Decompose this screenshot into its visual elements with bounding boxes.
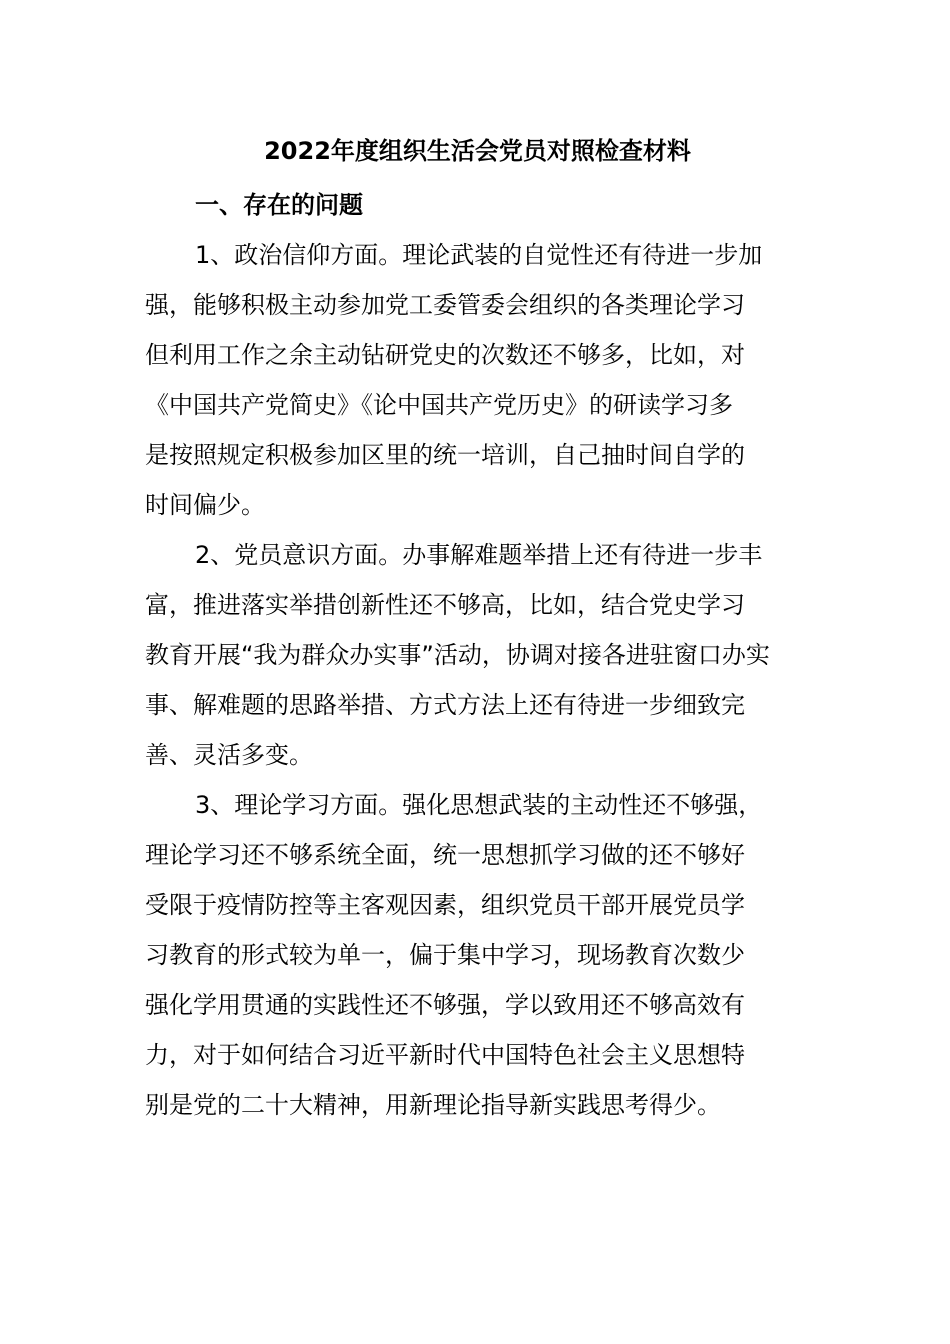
paragraph-list xyxy=(145,230,810,1130)
paragraph-line: 1、政治信仰方面。理论武装的自觉性还有待进一步加 xyxy=(195,241,763,269)
document-body xyxy=(145,130,810,1130)
paragraph-line: 受限于疫情防控等主客观因素，组织党员干部开展党员学 xyxy=(145,891,745,919)
paragraph-party-awareness xyxy=(145,530,810,780)
paragraph-line: 《中国共产党简史》《论中国共产党历史》的研读学习多 xyxy=(145,391,733,419)
paragraph-line: 习教育的形式较为单一，偏于集中学习，现场教育次数少 xyxy=(145,941,745,969)
paragraph-line: 力，对于如何结合习近平新时代中国特色社会主义思想特 xyxy=(145,1041,745,1069)
paragraph-theory-study xyxy=(145,780,810,1130)
paragraph-line: 事、解难题的思路举措、方式方法上还有待进一步细致完 xyxy=(145,691,745,719)
paragraph-line: 强，能够积极主动参加党工委管委会组织的各类理论学习 xyxy=(145,291,745,319)
paragraph-line: 善、灵活多变。 xyxy=(145,741,313,769)
section-heading-problems: 一、存在的问题 xyxy=(195,191,363,219)
paragraph-line: 2、党员意识方面。办事解难题举措上还有待进一步丰 xyxy=(195,541,763,569)
document-title: 2022年度组织生活会党员对照检查材料 xyxy=(264,137,691,165)
paragraph-line: 别是党的二十大精神，用新理论指导新实践思考得少。 xyxy=(145,1091,721,1119)
paragraph-line: 但利用工作之余主动钻研党史的次数还不够多，比如，对 xyxy=(145,341,745,369)
paragraph-line: 时间偏少。 xyxy=(145,491,265,519)
paragraph-line: 3、理论学习方面。强化思想武装的主动性还不够强， xyxy=(195,791,763,819)
paragraph-political-belief xyxy=(145,230,810,530)
paragraph-line: 理论学习还不够系统全面，统一思想抓学习做的还不够好 xyxy=(145,841,745,869)
paragraph-line: 教育开展“我为群众办实事”活动，协调对接各进驻窗口办实 xyxy=(145,641,770,669)
paragraph-line: 强化学用贯通的实践性还不够强，学以致用还不够高效有 xyxy=(145,991,745,1019)
paragraph-line: 是按照规定积极参加区里的统一培训，自己抽时间自学的 xyxy=(145,441,745,469)
paragraph-line: 富，推进落实举措创新性还不够高，比如，结合党史学习 xyxy=(145,591,745,619)
